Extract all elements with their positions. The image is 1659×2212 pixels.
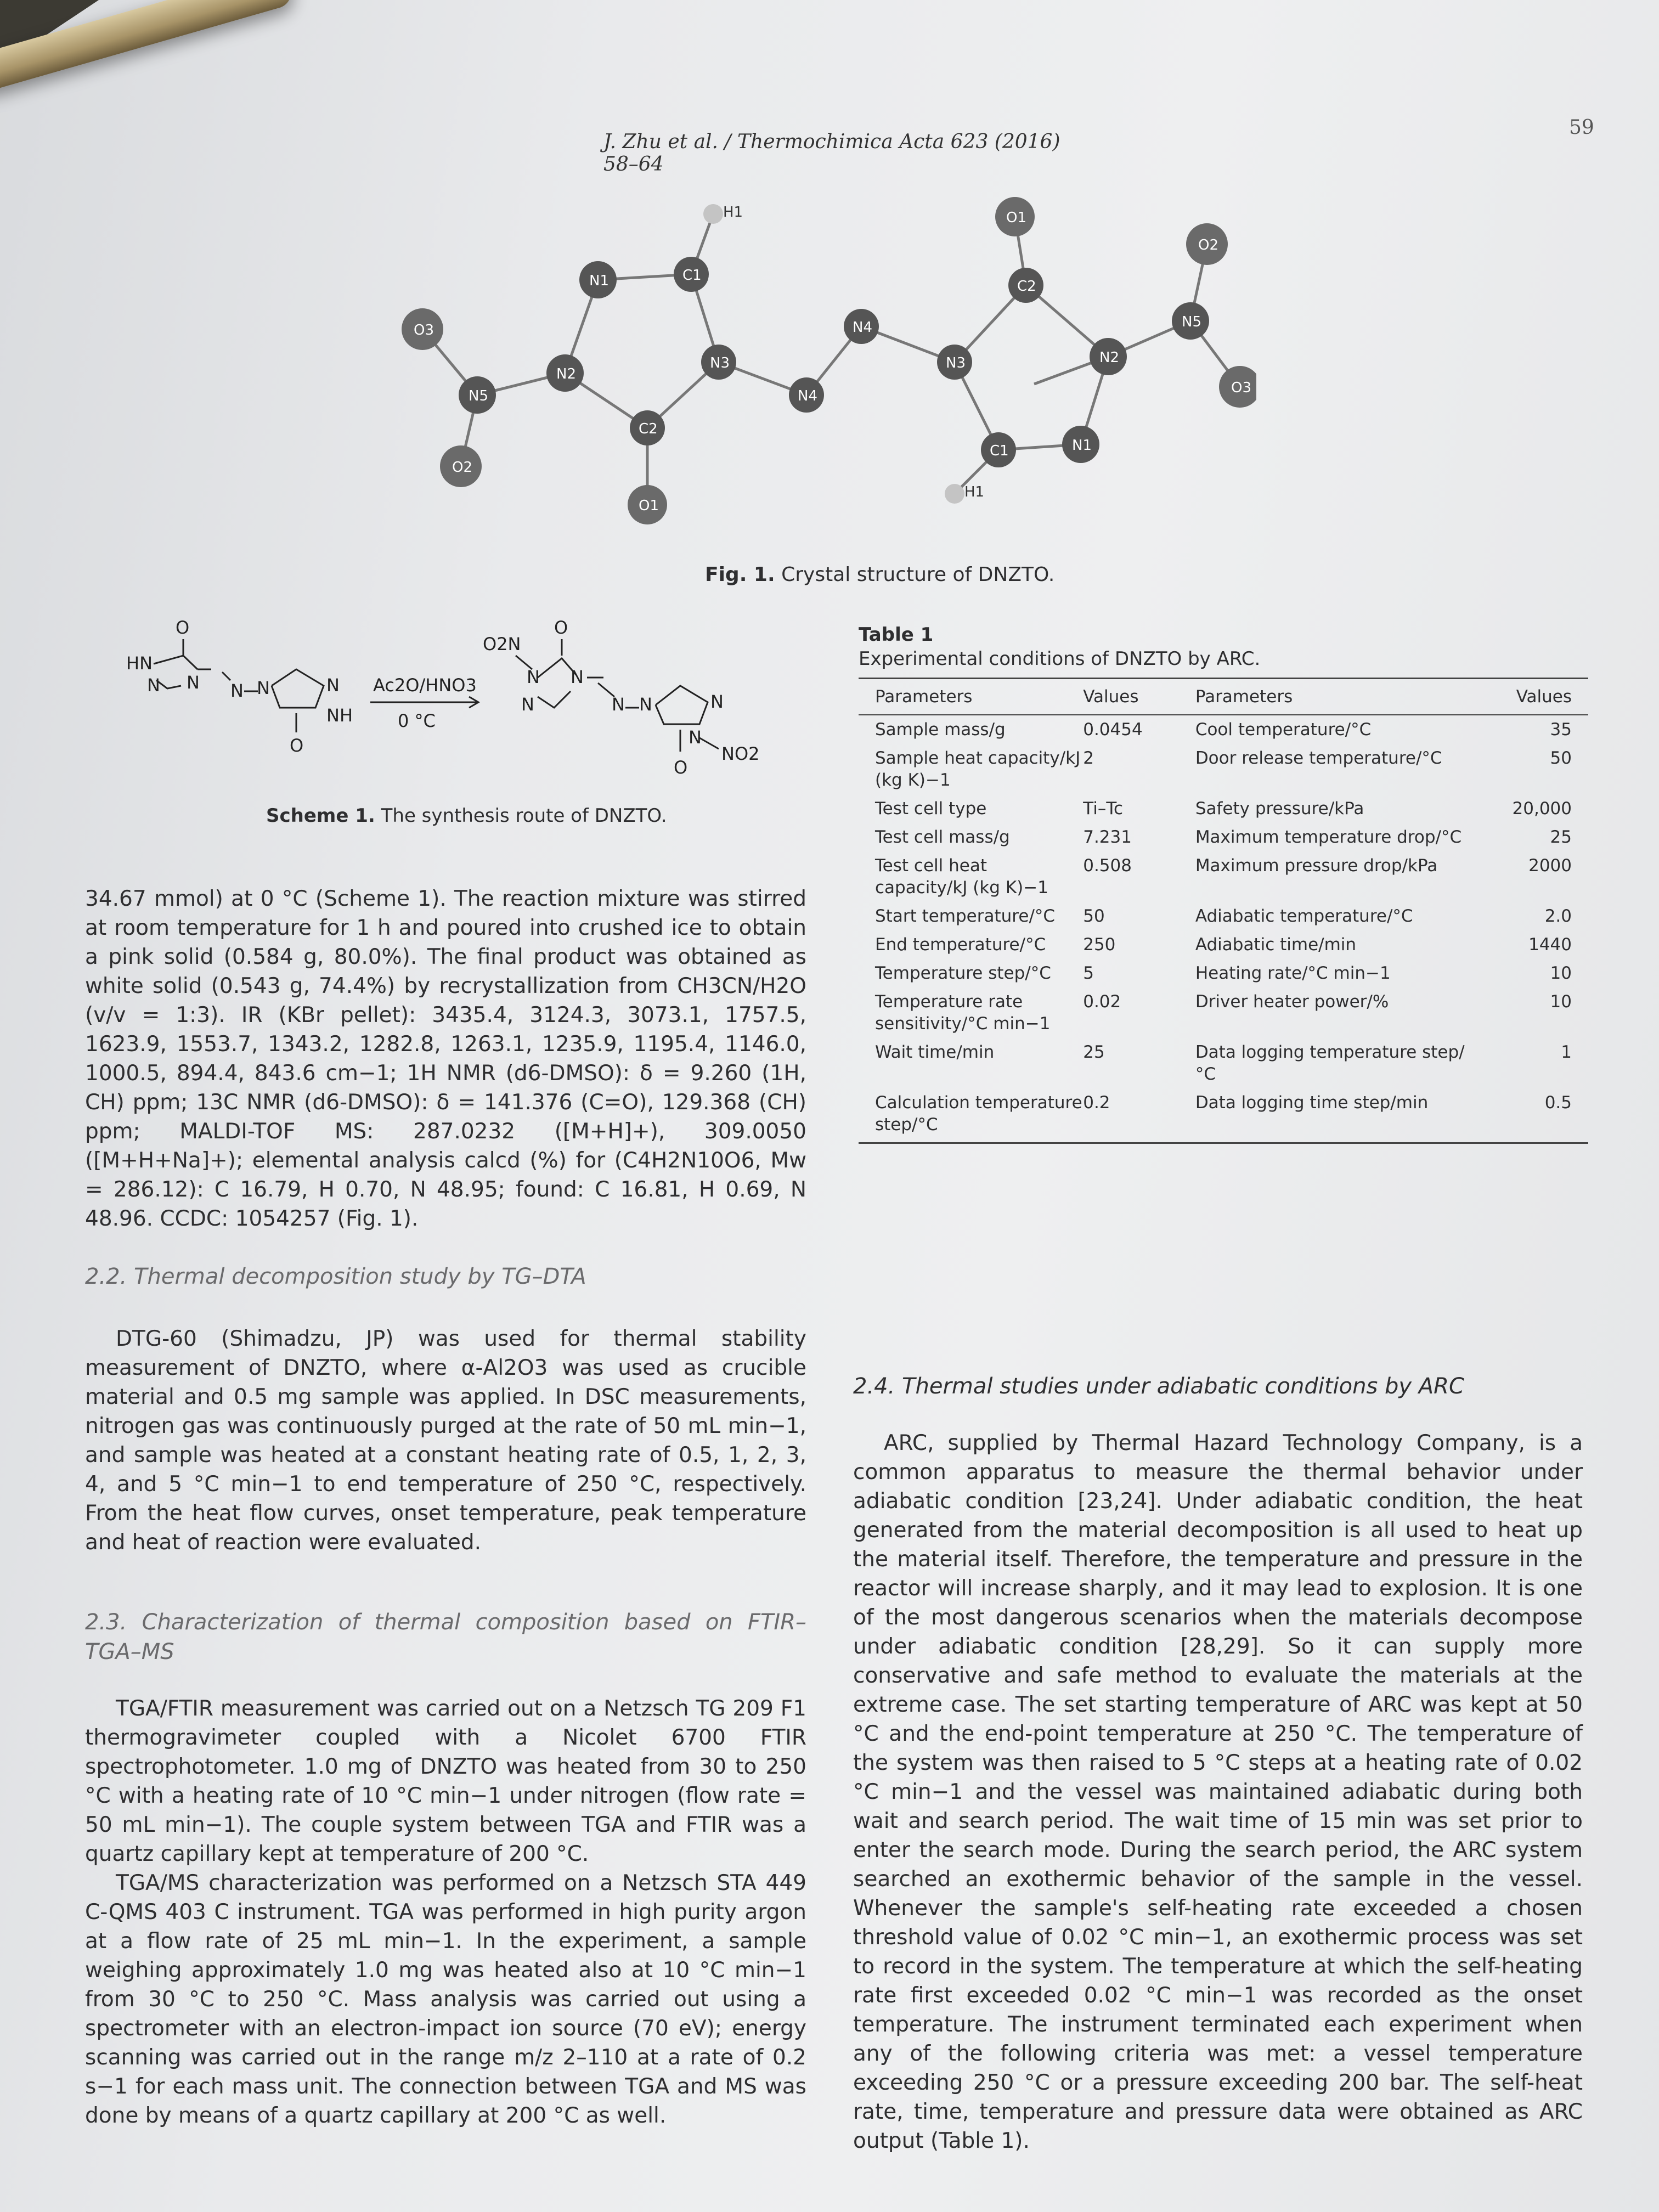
header-values-1: Values bbox=[1083, 679, 1195, 715]
atom-c2-right bbox=[1008, 268, 1043, 303]
scheme-label: Scheme 1. bbox=[266, 805, 375, 827]
table-cell: Adiabatic temperature/°C bbox=[1195, 906, 1413, 926]
svg-text:N1: N1 bbox=[589, 273, 609, 289]
table-cell: Data logging time step/min bbox=[1195, 1088, 1484, 1143]
table-cell: 0.0454 bbox=[1083, 720, 1143, 740]
table-cell: 0.02 bbox=[1083, 992, 1121, 1012]
figure-caption bbox=[705, 563, 1054, 586]
table-cell: 50 bbox=[1550, 748, 1572, 768]
header-values-2: Values bbox=[1484, 679, 1588, 715]
svg-text:NO2: NO2 bbox=[721, 743, 760, 764]
svg-text:N: N bbox=[187, 672, 200, 693]
svg-text:N: N bbox=[639, 694, 652, 715]
table-cell: 25 bbox=[1083, 1042, 1105, 1062]
table-cell: Data logging temperature step/°C bbox=[1195, 1042, 1465, 1084]
svg-text:O1: O1 bbox=[639, 498, 659, 514]
svg-text:N4: N4 bbox=[853, 319, 872, 336]
table-row bbox=[859, 823, 1588, 851]
table-cell: Test cell heat capacity/kJ (kg K)−1 bbox=[875, 856, 1048, 898]
scheme-caption bbox=[266, 805, 667, 827]
atom-n1-right bbox=[1062, 426, 1099, 463]
svg-text:N: N bbox=[257, 678, 270, 698]
svg-text:H1: H1 bbox=[964, 484, 985, 500]
table-cell: Sample heat capacity/kJ (kg K)−1 bbox=[875, 748, 1081, 790]
svg-text:H1: H1 bbox=[723, 204, 743, 221]
atom-o3-right bbox=[1219, 366, 1256, 408]
atom-c1-left bbox=[674, 257, 709, 292]
table-cell: 0.2 bbox=[1083, 1088, 1195, 1143]
table-row bbox=[859, 851, 1588, 902]
left-column-characterization bbox=[85, 884, 806, 1233]
section-2-4 bbox=[853, 1372, 1583, 2155]
svg-text:O1: O1 bbox=[1006, 210, 1027, 226]
table-cell: Cool temperature/°C bbox=[1195, 720, 1372, 740]
table-row bbox=[859, 930, 1588, 959]
svg-text:N: N bbox=[326, 675, 340, 696]
svg-text:N2: N2 bbox=[556, 366, 576, 382]
table-1 bbox=[859, 624, 1588, 1144]
table-row bbox=[859, 715, 1588, 744]
section-2-3-paragraph-1: TGA/FTIR measurement was carried out on a Netzsch TG 209 F1 thermogravimeter coupled with a Nicolet 6700 FTIR spectrophotometer. 1.0 mg of DNZTO was heated from 30 to 250 °C with a heating rate of 10 °C min−1 under nitrogen (flow rate = 50 mL min−1). The couple system between TGA and FTIR was a quartz capillary kept at temperature of 200 °C. bbox=[85, 1696, 806, 1866]
table-cell: Door release temperature/°C bbox=[1195, 748, 1442, 768]
atom-o3-left bbox=[402, 308, 443, 350]
table-cell: Test cell type bbox=[875, 799, 987, 819]
svg-text:N: N bbox=[230, 680, 244, 701]
atom-o1-right bbox=[995, 197, 1035, 236]
section-2-4-paragraph: ARC, supplied by Thermal Hazard Technology Company, is a common apparatus to measure the thermal behavior under adiabatic condition [23,24]. Under adiabatic condition, the heat generated from the material decomposition is all used to heat up the material itself. Therefore, the temperature and pressure in the reactor will increase sharply, and it may lead to explosion. It is one of the most dangerous scenarios when the materials decompose under adiabatic condition [28,29]. So it can supply more conservative and safe method to evaluate the materials at the extreme case. The set starting temperature of ARC was kept at 50 °C and the end-point temperature at 250 °C. The temperature of the system was then raised to 5 °C steps at a heating rate of 0.02 °C min−1 and the vessel was maintained adiabatic during both wait and search period. The wait time of 15 min was set prior to enter the search mode. During the search period, the ARC system searched an exothermic behavior of the sample in the vessel. Whenever the sample's self-heating rate exceeded a chosen threshold value of 0.02 °C min−1, an exothermic process was set to record in the system. The temperature at which the self-heating rate first exceeded 0.02 °C min−1 was recorded as the onset temperature. The instrument terminated each experiment when any of the following criteria was met: a vessel temperature exceeding 250 °C or a pressure exceeding 200 bar. The self-heat rate, time, temperature and pressure data were obtained as ARC output (Table 1). bbox=[853, 1431, 1583, 2153]
section-2-3 bbox=[85, 1607, 806, 2130]
svg-text:N: N bbox=[527, 667, 540, 687]
page-number: 59 bbox=[1569, 116, 1594, 139]
svg-text:N3: N3 bbox=[946, 355, 966, 371]
running-head: J. Zhu et al. / Thermochimica Acta 623 (2016) 58–64 bbox=[603, 131, 1060, 176]
atom-n2-right bbox=[1090, 338, 1127, 375]
table-row bbox=[859, 1038, 1588, 1088]
table-cell: 10 bbox=[1550, 992, 1572, 1012]
table-cell: Start temperature/°C bbox=[875, 906, 1056, 926]
product-molecule bbox=[483, 617, 759, 778]
section-2-2-paragraph: DTG-60 (Shimadzu, JP) was used for thermal stability measurement of DNZTO, where α-Al2O3 was used as crucible material and 0.5 mg sample was applied. In DSC measurements, nitrogen gas was continuously purged at the rate of 50 mL min−1, and sample was heated at a constant heating rate of 0.5, 1, 2, 3, 4, and 5 °C min−1 to end temperature of 250 °C, respectively. From the heat flow curves, onset temperature, peak temperature and heat of reaction were evaluated. bbox=[85, 1327, 806, 1555]
arc-conditions-table bbox=[859, 678, 1588, 1144]
table-cell: 1440 bbox=[1528, 935, 1572, 955]
svg-text:N: N bbox=[521, 694, 534, 715]
table-cell: Temperature step/°C bbox=[875, 963, 1051, 983]
header-parameters-2: Parameters bbox=[1195, 679, 1484, 715]
atom-n3-right bbox=[937, 345, 972, 380]
atom-c1-right bbox=[981, 432, 1016, 467]
synthesis-scheme bbox=[115, 614, 828, 795]
table-cell: 35 bbox=[1550, 720, 1572, 740]
table-cell: 2.0 bbox=[1544, 906, 1572, 926]
table-row bbox=[859, 902, 1588, 930]
table-cell: Maximum temperature drop/°C bbox=[1195, 827, 1462, 847]
table-cell: 1 bbox=[1561, 1042, 1572, 1062]
table-cell: 0.5 bbox=[1484, 1088, 1588, 1143]
table-cell: Heating rate/°C min−1 bbox=[1195, 963, 1391, 983]
table-row bbox=[859, 744, 1588, 794]
table-cell: Sample mass/g bbox=[875, 720, 1006, 740]
condition-label: 0 °C bbox=[398, 710, 436, 731]
reactant-molecule bbox=[126, 617, 353, 756]
atom-n3-left bbox=[701, 345, 736, 380]
section-2-3-heading: 2.3. Characterization of thermal composition based on FTIR–TGA–MS bbox=[85, 1610, 806, 1664]
atom-n2-left bbox=[546, 354, 584, 392]
svg-text:O3: O3 bbox=[1231, 380, 1252, 396]
svg-text:N: N bbox=[689, 727, 702, 748]
table-cell: 7.231 bbox=[1083, 827, 1132, 847]
table-cell: Adiabatic time/min bbox=[1195, 935, 1357, 955]
table-cell: Test cell mass/g bbox=[875, 827, 1010, 847]
atom-h1-right bbox=[945, 484, 984, 504]
reagent-label: Ac2O/HNO3 bbox=[373, 675, 477, 696]
section-2-2 bbox=[85, 1262, 806, 1557]
svg-text:C1: C1 bbox=[990, 443, 1009, 459]
svg-text:N: N bbox=[147, 675, 160, 696]
section-2-2-heading: 2.2. Thermal decomposition study by TG–DTA bbox=[85, 1264, 586, 1289]
svg-text:N1: N1 bbox=[1072, 437, 1092, 454]
svg-text:C1: C1 bbox=[682, 267, 702, 284]
table-cell: 0.508 bbox=[1083, 856, 1132, 876]
atom-n5-left bbox=[459, 376, 496, 414]
svg-text:O: O bbox=[176, 617, 190, 638]
svg-text:HN: HN bbox=[126, 653, 153, 674]
table-caption: Experimental conditions of DNZTO by ARC. bbox=[859, 648, 1261, 670]
svg-text:N4: N4 bbox=[798, 388, 817, 404]
table-row bbox=[859, 988, 1588, 1038]
svg-text:O2: O2 bbox=[452, 459, 473, 476]
table-cell: Ti–Tc bbox=[1083, 799, 1124, 819]
table-cell: 2000 bbox=[1528, 856, 1572, 876]
atom-n5-right bbox=[1172, 302, 1209, 340]
atom-o2-right bbox=[1186, 223, 1228, 265]
table-cell: 20,000 bbox=[1512, 799, 1572, 819]
atom-h1-left bbox=[703, 204, 743, 224]
synthesis-characterization-paragraph: 34.67 mmol) at 0 °C (Scheme 1). The reaction mixture was stirred at room temperature for 1 h and poured into crushed ice to obtain a pink solid (0.584 g, 80.0%). The final product was obtained as white solid (0.543 g, 74.4%) by recrystallization from CH3CN/H2O (v/v = 1:3). IR (KBr pellet): 3435.4, 3124.3, 3073.1, 1757.5, 1623.9, 1553.7, 1343.2, 1282.8, 1263.1, 1235.9, 1195.4, 1146.0, 1000.5, 894.4, 843.6 cm−1; 1H NMR (d6-DMSO): δ = 9.260 (1H, CH) ppm; 13C NMR (d6-DMSO): δ = 141.376 (C=O), 129.368 (CH) ppm; MALDI-TOF MS: 287.0232 ([M+H]+), 309.0050 ([M+H+Na]+); elemental analysis calcd (%) for (C4H2N10O6, Mw = 286.12): C 16.79, H 0.70, N 48.95; found: C 16.81, H 0.69, N 48.96. CCDC: 1054257 (Fig. 1). bbox=[85, 887, 806, 1231]
table-row bbox=[859, 959, 1588, 988]
svg-text:N: N bbox=[710, 691, 724, 712]
table-row bbox=[859, 1088, 1588, 1143]
svg-text:O: O bbox=[554, 617, 568, 638]
table-cell: 25 bbox=[1550, 827, 1572, 847]
table-cell: Wait time/min bbox=[875, 1042, 995, 1062]
atoms bbox=[402, 197, 1256, 524]
svg-text:C2: C2 bbox=[1017, 278, 1036, 295]
table-cell: Calculation temperature step/°C bbox=[859, 1088, 1083, 1143]
table-cell: Maximum pressure drop/kPa bbox=[1195, 856, 1438, 876]
scheme-caption-text: The synthesis route of DNZTO. bbox=[381, 805, 667, 827]
crystal-structure-figure bbox=[379, 176, 1256, 549]
table-label: Table 1 bbox=[859, 624, 934, 646]
svg-text:N5: N5 bbox=[469, 388, 488, 404]
reaction-arrow bbox=[370, 675, 478, 731]
atom-o1-left bbox=[628, 485, 667, 524]
section-2-3-paragraph-2: TGA/MS characterization was performed on a Netzsch STA 449 C-QMS 403 C instrument. TGA was performed in high purity argon at a flow rate of 25 mL min−1. In the experiment, a sample weighing approximately 1.0 mg was heated also at 10 °C min−1 from 30 °C to 250 °C. Mass analysis was carried out using a spectrometer with an electron-impact ion source (70 eV); energy scanning was carried out in the range m/z 2–110 at a rate of 0.2 s−1 for each mass unit. The connection between TGA and MS was done by means of a quartz capillary at 200 °C as well. bbox=[85, 1871, 806, 2128]
section-2-4-heading: 2.4. Thermal studies under adiabatic conditions by ARC bbox=[853, 1374, 1464, 1399]
svg-text:N2: N2 bbox=[1099, 349, 1119, 366]
svg-text:O2: O2 bbox=[1198, 237, 1219, 253]
table-header-row bbox=[859, 679, 1588, 715]
table-cell: Temperature rate sensitivity/°C min−1 bbox=[875, 992, 1051, 1034]
table-cell: 10 bbox=[1550, 963, 1572, 983]
svg-text:O: O bbox=[674, 757, 688, 778]
header-parameters-1: Parameters bbox=[859, 679, 1083, 715]
svg-text:N: N bbox=[571, 667, 584, 687]
svg-text:N3: N3 bbox=[710, 355, 730, 371]
svg-text:O2N: O2N bbox=[483, 634, 521, 654]
atom-n4-left bbox=[789, 377, 824, 413]
atom-n4-right bbox=[844, 309, 879, 344]
table-cell: End temperature/°C bbox=[875, 935, 1046, 955]
table-cell: 50 bbox=[1083, 906, 1105, 926]
svg-text:C2: C2 bbox=[639, 421, 658, 437]
table-cell: 5 bbox=[1083, 963, 1094, 983]
atom-c2-left bbox=[630, 410, 665, 445]
svg-text:N5: N5 bbox=[1182, 314, 1201, 330]
table-cell: Safety pressure/kPa bbox=[1195, 799, 1364, 819]
atom-n1-left bbox=[579, 261, 617, 298]
table-cell: Driver heater power/% bbox=[1195, 992, 1389, 1012]
atom-o2-left bbox=[440, 445, 482, 487]
figure-label: Fig. 1. bbox=[705, 563, 775, 586]
table-row bbox=[859, 794, 1588, 823]
svg-text:O: O bbox=[290, 735, 304, 756]
svg-text:O3: O3 bbox=[414, 322, 435, 338]
svg-text:N: N bbox=[612, 694, 625, 715]
figure-caption-text: Crystal structure of DNZTO. bbox=[781, 563, 1055, 586]
svg-text:NH: NH bbox=[326, 705, 353, 726]
table-cell: 250 bbox=[1083, 935, 1116, 955]
table-cell: 2 bbox=[1083, 748, 1094, 768]
